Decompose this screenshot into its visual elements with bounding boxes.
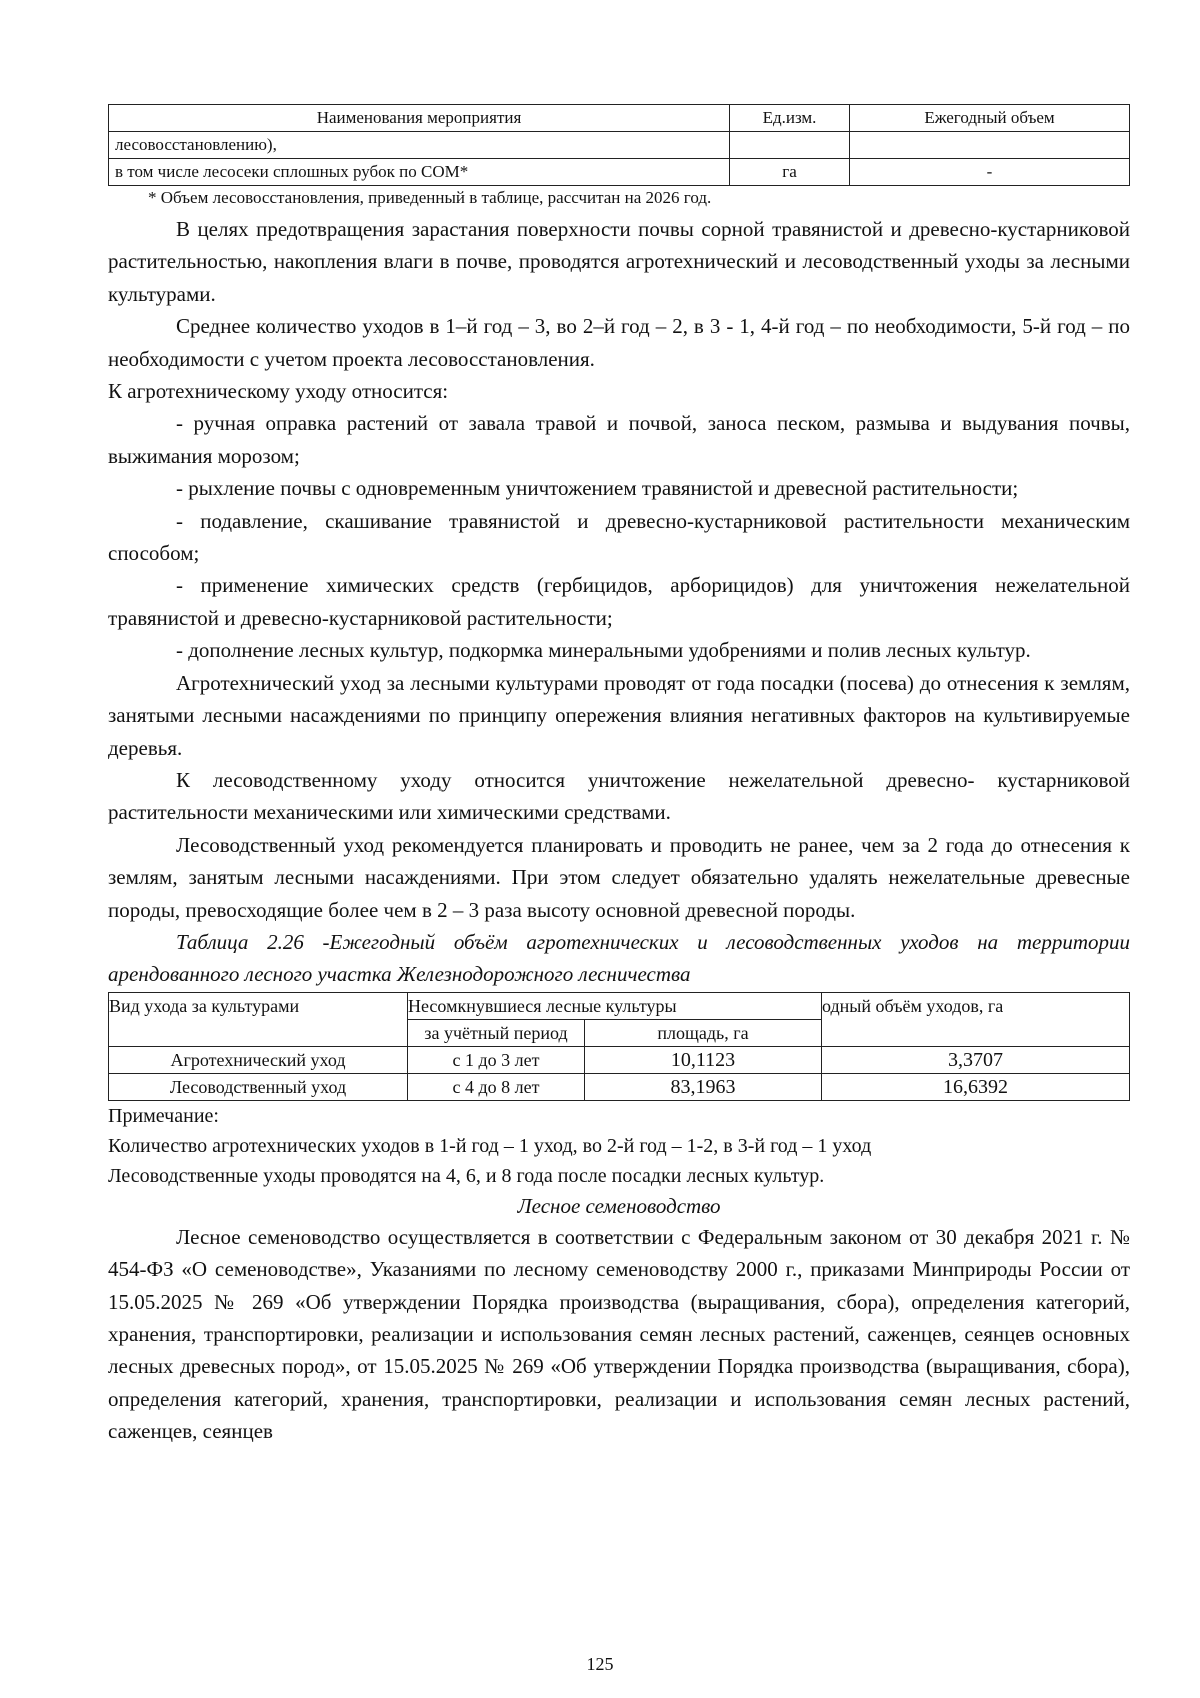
table-row (109, 1046, 1130, 1073)
paragraph: Лесоводственный уход рекомендуется планировать и проводить не ранее, чем за 2 года до отнесения к землям, занятым лесными насаждениями. При этом следует обязательно удалять нежелательные древесные породы, превосходящие более чем в 2 – 3 раза высоту основной древесной породы. (108, 832, 1130, 922)
table-header-row (109, 105, 1130, 132)
bullet-item: - ручная оправка растений от завала травой и почвой, заноса песком, размыва и выдувания почвы, выжимания морозом; (108, 411, 1130, 468)
table-header-cell: Ежегодный объем (850, 105, 1130, 132)
bullet-item: - рыхление почвы с одновременным уничтожением травянистой и древесной растительности; (176, 476, 1019, 501)
section-title: Лесное семеноводство (517, 1193, 721, 1218)
table-row (109, 132, 1130, 159)
table-cell: 3,3707 (822, 1046, 1130, 1073)
table-cell: га (730, 159, 850, 186)
note-line: Лесоводственные уходы проводятся на 4, 6, и 8 года после посадки лесных культур. (108, 1164, 825, 1187)
paragraph: Лесное семеноводство осуществляется в соответствии с Федеральным законом от 30 декабря 2021 г. № 454-ФЗ «О семеноводстве», Указаниями по лесному семеноводству 2000 г., приказами Минприроды России от 15.05.2025 № 269 «Об утверждении Порядка производства (выращивания, сбора), определения категорий, хранения, транспортировки, реализации и использования семян лесных растений, саженцев, сеянцев основных лесных древесных пород», от 15.05.2025 № 269 «Об утверждении Порядка производства (выращивания, сбора), определения категорий, хранения, транспортировки, реализации и использования семян лесных растений, саженцев, сеянцев (108, 1224, 1130, 1444)
activities-table (108, 104, 1130, 186)
table-cell: в том числе лесосеки сплошных рубок по СОМ* (109, 159, 730, 186)
table-header-cell: Наименования мероприятия (109, 105, 730, 132)
table-row (109, 159, 1130, 186)
table-cell (850, 132, 1130, 159)
paragraph: Среднее количество уходов в 1–й год – 3, во 2–й год – 2, в 3 - 1, 4-й год – по необходимости, 5-й год – по необходимости с учетом проекта лесовосстановления. (108, 314, 1130, 371)
table-cell: с 4 до 8 лет (408, 1073, 585, 1100)
table-header-cell: площадь, га (585, 1019, 822, 1046)
document-page (108, 104, 1130, 1448)
note-title: Примечание: (108, 1104, 219, 1127)
table-header-cell: Несомкнувшиеся лесные культуры (408, 992, 822, 1019)
bullet-item: - применение химических средств (гербицидов, арборицидов) для уничтожения нежелательной травянистой и древесно-кустарниковой растительности; (108, 573, 1130, 630)
table-caption: Таблица 2.26 -Ежегодный объём агротехнических и лесоводственных уходов на территории арендованного лесного участка Железнодорожного лесничества (108, 929, 1130, 987)
table-cell: - (850, 159, 1130, 186)
table-cell: Лесоводственный уход (109, 1073, 408, 1100)
bullet-item: - дополнение лесных культур, подкормка минеральными удобрениями и полив лесных культур. (176, 638, 1031, 663)
table-cell: Агротехнический уход (109, 1046, 408, 1073)
table-footnote: * Объем лесовосстановления, приведенный в таблице, рассчитан на 2026 год. (148, 188, 712, 207)
paragraph: К лесоводственному уходу относится уничтожение нежелательной древесно- кустарниковой растительности механическими или химическими средствами. (108, 767, 1130, 825)
table-header-cell: одный объём уходов, га (822, 992, 1130, 1046)
table-cell: лесовосстановлению), (109, 132, 730, 159)
paragraph: Агротехнический уход за лесными культурами проводят от года посадки (посева) до отнесения к землям, занятыми лесными насаждениями по принципу опережения влияния негативных факторов на культивируемые деревья. (108, 670, 1130, 760)
table-cell: 10,1123 (585, 1046, 822, 1073)
note-line: Количество агротехнических уходов в 1-й год – 1 уход, во 2-й год – 1-2, в 3-й год – 1 уход (108, 1134, 872, 1157)
table-cell: с 1 до 3 лет (408, 1046, 585, 1073)
bullet-item: - подавление, скашивание травянистой и древесно-кустарниковой растительности механическим способом; (108, 508, 1130, 566)
paragraph: В целях предотвращения зарастания поверхности почвы сорной травянистой и древесно-кустарниковой растительностью, накопления влаги в почве, проводятся агротехнический и лесоводственный уходы за лесными культурами. (108, 217, 1130, 306)
table-cell (730, 132, 850, 159)
table-row (109, 1073, 1130, 1100)
table-header-cell: за учётный период (408, 1019, 585, 1046)
table-header-cell: Ед.изм. (730, 105, 850, 132)
table-cell: 83,1963 (585, 1073, 822, 1100)
page-number: 125 (586, 1654, 614, 1674)
care-volume-table (108, 992, 1130, 1101)
table-header-row (109, 992, 1130, 1019)
table-header-cell: Вид ухода за культурами (109, 992, 408, 1046)
table-cell: 16,6392 (822, 1073, 1130, 1100)
paragraph: К агротехническому уходу относится: (108, 379, 449, 404)
